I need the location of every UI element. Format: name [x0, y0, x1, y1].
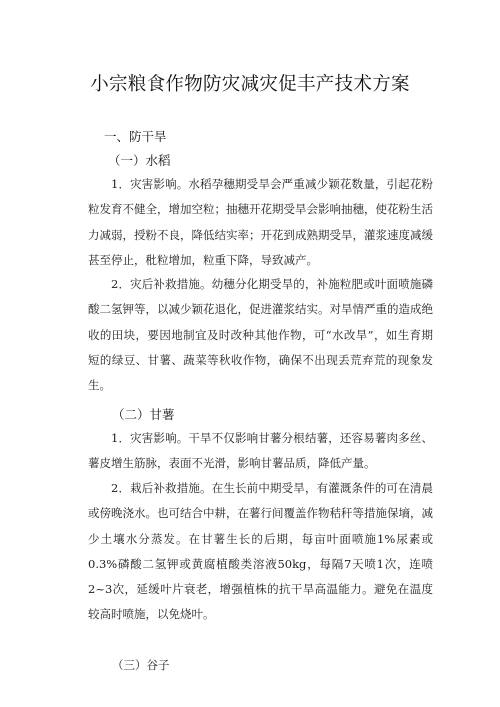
subsection-heading-rice: （一）水稻	[108, 153, 171, 168]
sweet-potato-paragraph-impact: 1．灾害影响。干旱不仅影响甘薯分根结薯，还容易薯肉多丝、薯皮增生筋脉，表面不光滑，影响甘薯品质，降低产量。	[88, 431, 433, 471]
subsection-heading-sweet-potato: （二）甘薯	[112, 407, 175, 422]
rice-paragraph-remedy: 2．灾后补救措施。幼穗分化期受旱的，补施粒肥或叶面喷施磷酸二氢钾等，以减少颖花退化，促进灌浆结实。对旱情严重的造成绝收的田块，要因地制宜及时改种其他作物，可“水改旱”，如生育期短的绿豆、甘薯、蔬菜等秋收作物，确保不出现丢荒弃荒的现象发生。	[88, 277, 433, 393]
rice-paragraph-impact: 1．灾害影响。水稻孕穗期受旱会严重减少颖花数量，引起花粉粒发育不健全，增加空粒；抽穗开花期受旱会影响抽穗，使花粉生活力减弱，授粉不良，降低结实率；开花到成熟期受旱，灌浆速度减缓甚至停止，秕粒增加，粒重下降，导致减产。	[88, 177, 433, 267]
subsection-heading-millet: （三）谷子	[112, 658, 170, 672]
section-heading-drought: 一、防干旱	[104, 129, 167, 144]
document-title: 小宗粮食作物防灾减灾促丰产技术方案	[90, 74, 410, 95]
sweet-potato-paragraph-remedy: 2．栽后补救措施。在生长前中期受旱，有灌溉条件的可在清晨或傍晚浇水。也可结合中耕，在薯行间覆盖作物秸秆等措施保墒，减少土壤水分蒸发。在甘薯生长的后期，每亩叶面喷施1%尿素或0.3%磷酸二氢钾或黄腐植酸类溶液50kg，每隔7天喷1次，连喷2~3次，延缓叶片衰老，增强植株的抗干旱高温能力。避免在温度较高时喷施，以免烧叶。	[88, 481, 433, 622]
